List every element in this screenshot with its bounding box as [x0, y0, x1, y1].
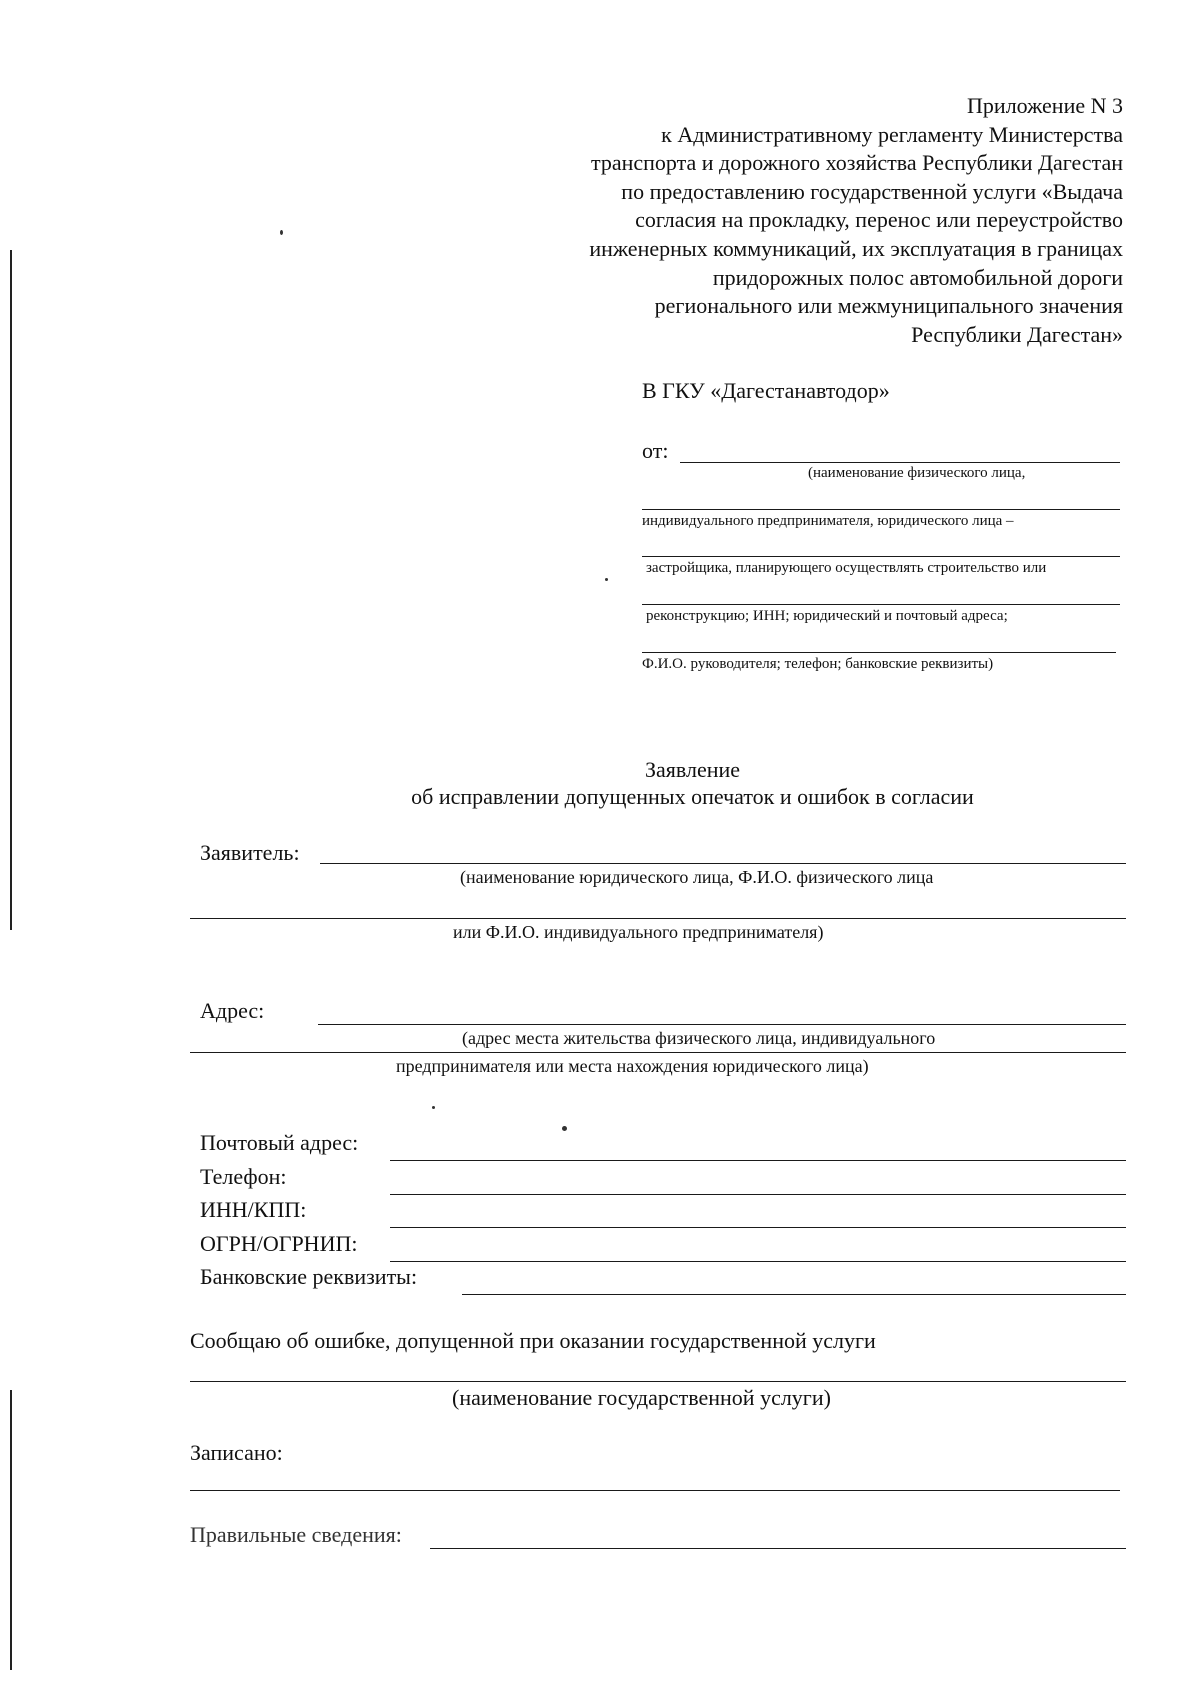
scan-speck	[605, 578, 608, 581]
ogrn-label: ОГРН/ОГРНИП:	[200, 1231, 358, 1256]
from-hint-3: застройщика, планирующего осуществлять строительство или	[646, 560, 1047, 576]
bank-details-field[interactable]	[462, 1294, 1126, 1295]
appendix-line: к Административному регламенту Министерства	[661, 121, 1123, 147]
address-hint-1: (адрес места жительства физического лица, индивидуального	[462, 1028, 936, 1048]
document-title: Заявление	[644, 757, 741, 782]
address-field-line[interactable]	[318, 1024, 1126, 1025]
correct-info-field[interactable]	[430, 1548, 1126, 1549]
recorded-label: Записано:	[190, 1440, 283, 1465]
appendix-line: Республики Дагестан»	[911, 321, 1123, 347]
applicant-hint-1: (наименование юридического лица, Ф.И.О. физического лица	[460, 867, 934, 887]
applicant-field-line-2[interactable]	[190, 918, 1126, 919]
appendix-header	[483, 92, 1123, 349]
inn-kpp-field[interactable]	[390, 1227, 1126, 1228]
applicant-hint-2: или Ф.И.О. индивидуального предпринимателя)	[453, 922, 824, 942]
from-field-line-3[interactable]	[642, 556, 1120, 557]
scan-speck	[562, 1126, 567, 1131]
from-field-line-4[interactable]	[642, 604, 1120, 605]
from-field-line-2[interactable]	[642, 509, 1120, 510]
from-hint-2: индивидуального предпринимателя, юридического лица –	[642, 513, 1014, 529]
service-name-field[interactable]	[190, 1381, 1126, 1382]
recorded-field[interactable]	[190, 1490, 1120, 1491]
from-field-line-5[interactable]	[642, 652, 1116, 653]
appendix-line: транспорта и дорожного хозяйства Республики Дагестан	[590, 150, 1123, 176]
postal-address-field[interactable]	[390, 1160, 1126, 1161]
inn-kpp-label: ИНН/КПП:	[200, 1197, 307, 1222]
report-text: Сообщаю об ошибке, допущенной при оказании государственной услуги	[190, 1328, 876, 1353]
correct-info-label: Правильные сведения:	[190, 1522, 402, 1547]
from-hint-4: реконструкцию; ИНН; юридический и почтовый адреса;	[646, 608, 1008, 624]
applicant-field-line[interactable]	[320, 863, 1126, 864]
appendix-line: по предоставлению государственной услуги «Выдача	[621, 178, 1123, 204]
address-hint-2: предпринимателя или места нахождения юридического лица)	[396, 1056, 869, 1076]
ogrn-field[interactable]	[390, 1261, 1126, 1262]
appendix-line: Приложение N 3	[967, 93, 1123, 118]
appendix-line: согласия на прокладку, перенос или переустройство	[635, 207, 1123, 233]
address-field-line-2[interactable]	[190, 1052, 1126, 1053]
applicant-label: Заявитель:	[200, 840, 300, 865]
bank-details-label: Банковские реквизиты:	[200, 1264, 418, 1289]
from-hint-5: Ф.И.О. руководителя; телефон; банковские реквизиты)	[642, 656, 994, 672]
from-hint-1: (наименование физического лица,	[808, 465, 1026, 481]
from-field-line[interactable]	[680, 462, 1120, 463]
binding-edge-line	[10, 250, 12, 930]
phone-label: Телефон:	[200, 1164, 287, 1189]
appendix-line: регионального или межмуниципального значения	[654, 293, 1123, 319]
scan-speck	[432, 1106, 435, 1109]
address-label: Адрес:	[200, 998, 265, 1023]
scan-speck	[280, 230, 283, 235]
addressee-to: В ГКУ «Дагестанавтодор»	[642, 378, 890, 403]
service-name-hint: (наименование государственной услуги)	[452, 1385, 831, 1410]
appendix-line: инженерных коммуникаций, их эксплуатация в границах	[589, 235, 1123, 261]
phone-field[interactable]	[390, 1194, 1126, 1195]
postal-address-label: Почтовый адрес:	[200, 1130, 359, 1155]
document-subtitle: об исправлении допущенных опечаток и ошибок в согласии	[411, 784, 974, 809]
from-label: от:	[642, 438, 669, 463]
binding-edge-line-lower	[10, 1390, 12, 1670]
appendix-line: придорожных полос автомобильной дороги	[712, 264, 1123, 290]
